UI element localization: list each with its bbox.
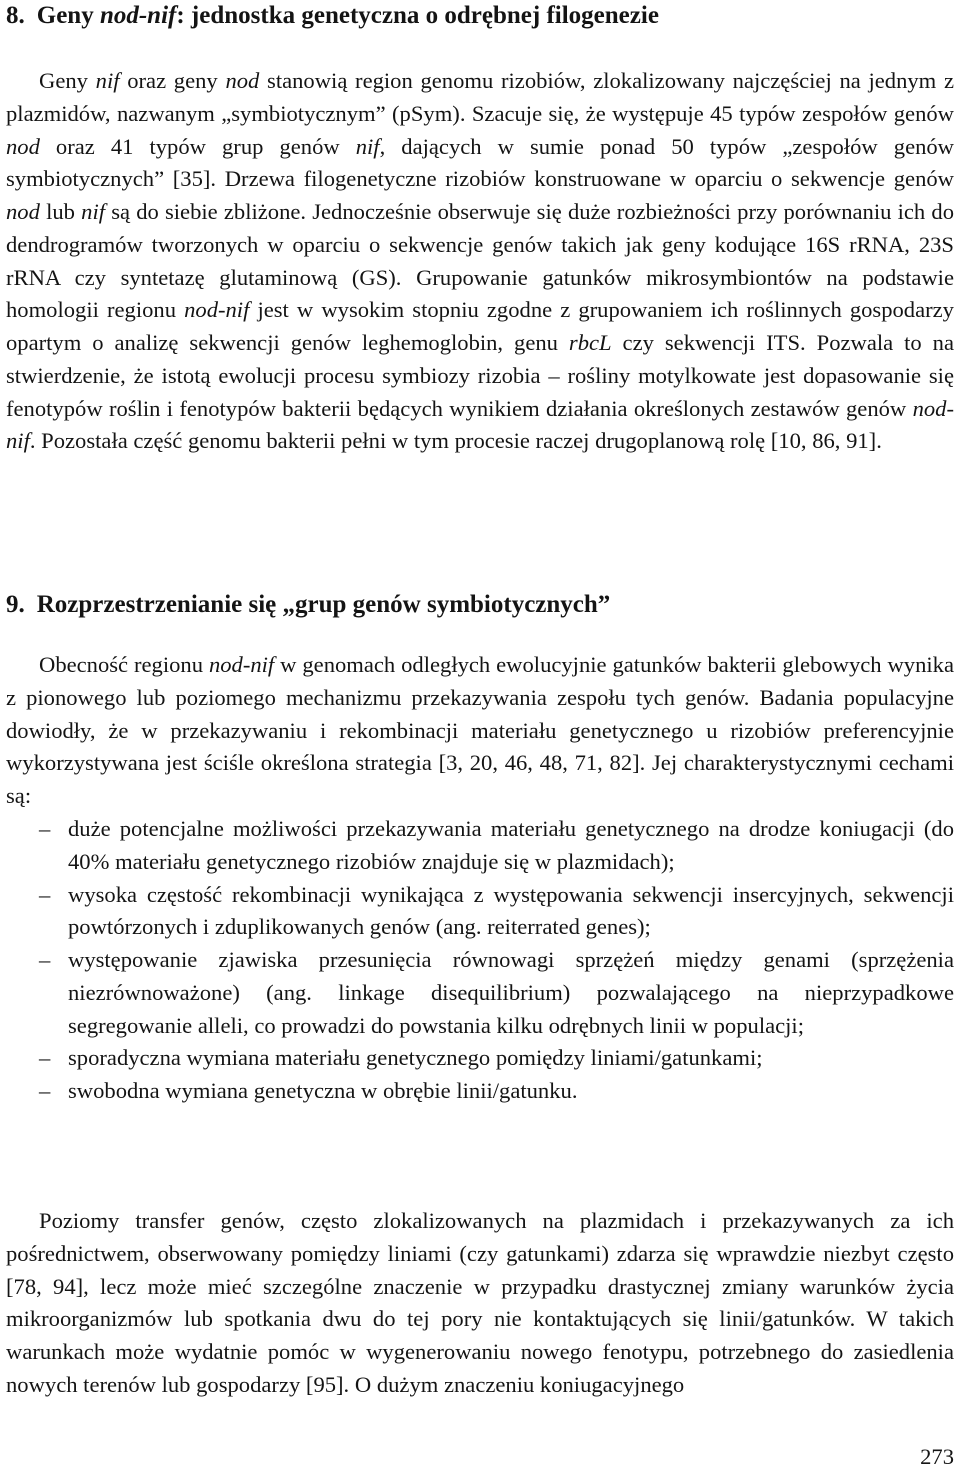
list-item-text: duże potencjalne możliwości przekazywania materiału genetycznego na drodze koniugacji (do 40% materiału genetycznego rizobiów znajduje się w plazmidach); (68, 816, 954, 874)
list-item-text: sporadyczna wymiana materiału genetycznego pomiędzy liniami/gatunkami; (68, 1045, 763, 1071)
italic-run: nif (355, 133, 380, 159)
dash-bullet: – (39, 816, 51, 841)
italic-run: nod (6, 199, 40, 224)
section-9-heading (6, 589, 610, 621)
text-run: czy sekwencji ITS. Pozwala to na stwierdzenie, że istotą ewolucji procesu symbiozy rizobia – rośliny motylkowate jest dopasowanie się fenotypów roślin i fenotypów bakterii będących wynikiem działania określonych zestawów genów (6, 330, 954, 421)
list-item (6, 1042, 954, 1075)
text-run: stanowią region genomu rizobiów, zlokalizowany najczęściej na jednym z plazmidów, nazwanym „symbiotycznym” (pSym). Szacuje się, że występuje 45 typów zespołów genów (6, 68, 954, 126)
section-9-number: 9. (6, 591, 25, 618)
list-item (6, 1075, 954, 1108)
text-run: , dających w sumie ponad 50 typów „zespołów genów symbiotycznych” [35]. Drzewa filogenetyczne rizobiów konstruowane w oparciu o sekwencje genów (6, 133, 955, 192)
italic-run: nod-nif (6, 395, 954, 454)
text-run: oraz 41 typów grup genów (39, 133, 356, 159)
text-run: . Pozostała część genomu bakterii pełni w tym procesie raczej drugoplanową rolę [10, 86, 91]. (29, 428, 882, 454)
paragraph-nod-nif (6, 65, 954, 458)
text-run: oraz geny (119, 68, 226, 93)
text-run: lub (39, 199, 82, 224)
list-item-text: występowanie zjawiska przesunięcia równowagi sprzężeń między genami (sprzężenia niezrównoważone) (ang. linkage disequilibrium) pozwalającego na nieprzypadkowe segregowanie alleli, co prowadzi do powstania kilku odrębnych linii w populacji; (68, 947, 954, 1038)
list-item-text: swobodna wymiana genetyczna w obrębie linii/gatunku. (68, 1078, 578, 1103)
dash-bullet: – (39, 947, 51, 972)
list-item (6, 944, 954, 1042)
page-number: 273 (920, 1444, 954, 1469)
italic-run: nif (95, 68, 120, 93)
section-8-title-prefix: Geny (36, 2, 100, 29)
text-run: jest w wysokim stopniu zgodne z grupowaniem ich roślinnych gospodarzy opartym o analizę sekwencji genów leghemoglobin, genu (6, 297, 954, 355)
section-8-title-suffix: : jednostka genetyczna o odrębnej filogenezie (176, 2, 659, 29)
section-8-number: 8. (6, 2, 25, 29)
paragraph-transfer: Poziomy transfer genów, często zlokalizowanych na plazmidach i przekazywanych za ich pośrednictwem, obserwowany pomiędzy liniami (czy gatunkami) zdarza się wprawdzie niezbyt często [78, 94], lecz może mieć szczególne znaczenie w przypadku drastycznej zmiany warunków życia mikroorganizmów lub spotkania dwu do tej pory nie kontaktujących się linii/gatunków. W takich warunkach może wydatnie pomóc w wygenerowaniu nowego fenotypu, potrzebnego do zasiedlenia nowych terenów lub gospodarzy [95]. O dużym znaczeniu koniugacyjnego (6, 1208, 954, 1397)
text-run: Obecność regionu (39, 652, 209, 677)
text-run: w genomach odległych ewolucyjnie gatunków bakterii glebowych wynika z pionowego lub poziomego mechanizmu przekazywania zespołu tych genów. Badania populacyjne dowiodły, że w przekazywaniu i rekombinacji materiału genetycznego u rizobiów preferencyjnie wykorzystywana jest ściśle określona strategia [3, 20, 46, 48, 71, 82]. Jej charakterystycznymi cechami są: (6, 652, 954, 808)
italic-run: rbcL (568, 330, 612, 355)
section-8-heading (6, 0, 659, 32)
list-item (6, 879, 954, 945)
text-run: są do siebie zbliżone. Jednocześnie obserwuje się duże rozbieżności przy porównaniu ich do dendrogramów tworzonych w oparciu o sekwencje genów takich jak geny kodujące 16S rRNA, 23S rRNA czy syntetazę glutaminową (GS). Grupowanie gatunków mikrosymbiontów na podstawie homologii regionu (6, 199, 954, 323)
dash-bullet: – (39, 881, 51, 907)
list-item-text: wysoka częstość rekombinacji wynikająca z występowania sekwencji insercyjnych, sekwencji powtórzonych i zduplikowanych genów (ang. reiterrated genes); (68, 881, 954, 940)
features-list (6, 813, 954, 1108)
section-9-title: Rozprzestrzenianie się „grup genów symbiotycznych” (36, 591, 611, 618)
italic-run: nod (225, 68, 260, 93)
dash-bullet: – (39, 1078, 51, 1103)
dash-bullet: – (39, 1045, 51, 1071)
paragraph-spread (6, 649, 954, 813)
list-item (6, 813, 954, 879)
italic-run: nif (81, 199, 105, 224)
text-run: Geny (39, 68, 96, 93)
section-8-title-italic: nod-nif (99, 2, 177, 29)
italic-run: nod-nif (208, 652, 275, 677)
italic-run: nod-nif (184, 297, 250, 323)
italic-run: nod (6, 133, 40, 159)
